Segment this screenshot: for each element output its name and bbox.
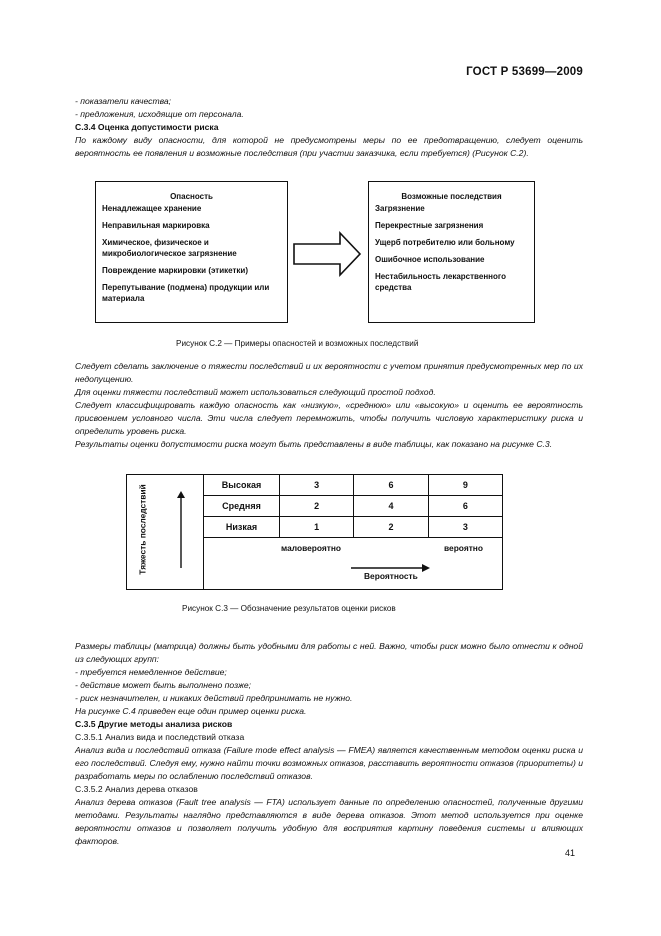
matrix-cell: 6 — [428, 496, 502, 517]
right-arrow-icon — [292, 230, 364, 278]
probability-axis-label: Вероятность — [364, 571, 418, 581]
document-id: ГОСТ Р 53699—2009 — [466, 66, 583, 78]
hazard-box — [95, 181, 288, 323]
consequences-box-title: Возможные последствия — [401, 192, 502, 201]
table-row — [204, 517, 503, 538]
subsection-heading: С.3.5.2 Анализ дерева отказов — [75, 784, 198, 794]
table-row — [204, 475, 503, 496]
subsection-heading: С.3.5.1 Анализ вида и последствий отказа — [75, 732, 245, 742]
matrix-cell: 1 — [280, 517, 354, 538]
matrix-cell: 2 — [280, 496, 354, 517]
row-label: Высокая — [204, 475, 280, 496]
hazard-item: Повреждение маркировки (этикетки) — [102, 266, 248, 275]
paragraph: Результаты оценки допустимости риска могут быть представлены в виде таблицы, как показано на рисунке С.3. — [75, 439, 553, 449]
hazard-box-title: Опасность — [170, 192, 213, 201]
hazard-item: Неправильная маркировка — [102, 221, 210, 230]
probability-high-label: вероятно — [444, 543, 483, 553]
consequence-item: Перекрестные загрязнения — [375, 221, 484, 230]
matrix-cell: 9 — [428, 475, 502, 496]
severity-axis-label: Тяжесть последствий — [137, 484, 148, 575]
row-label: Низкая — [204, 517, 280, 538]
matrix-cell: 4 — [354, 496, 428, 517]
section-heading: С.3.4 Оценка допустимости риска — [75, 122, 219, 132]
list-item: - риск незначителен, и никаких действий предпринимать не нужно. — [75, 693, 353, 703]
probability-low-label: маловероятно — [281, 543, 342, 553]
figure-caption: Рисунок С.3 — Обозначение результатов оценки рисков — [182, 604, 396, 613]
paragraph: Для оценки тяжести последствий может использоваться следующий простой подход. — [75, 387, 436, 397]
matrix-cell: 6 — [354, 475, 428, 496]
list-item: - предложения, исходящие от персонала. — [75, 109, 244, 119]
paragraph: Анализ вида и последствий отказа (Failure mode effect analysis — FMEA) является качественным методом оценки риска и его последствий. Следуя ему, нужно найти точки возможных отказов, расставить вероятности отказов (приоритеты) и разработать меры по ослаблению последствий отказов. — [75, 745, 583, 781]
list-item: - показатели качества; — [75, 96, 172, 106]
paragraph: На рисунке С.4 приведен еще один пример оценки риска. — [75, 706, 307, 716]
hazard-item: Ненадлежащее хранение — [102, 204, 202, 213]
table-row — [204, 496, 503, 517]
consequence-item: Ущерб потребителю или больному — [375, 238, 515, 247]
list-item: - действие может быть выполнено позже; — [75, 680, 252, 690]
risk-matrix — [203, 474, 503, 538]
consequences-box — [368, 181, 535, 323]
figure-caption: Рисунок С.2 — Примеры опасностей и возможных последствий — [176, 339, 419, 348]
up-arrow-icon — [174, 490, 188, 570]
row-label: Средняя — [204, 496, 280, 517]
matrix-cell: 2 — [354, 517, 428, 538]
paragraph: По каждому виду опасности, для которой не предусмотрены меры по ее предотвращению, следует оценить вероятность ее появления и возможные последствия (при участии заказчика, если требуется) (Рисунок С.2). — [75, 135, 583, 158]
matrix-cell: 3 — [428, 517, 502, 538]
paragraph: Анализ дерева отказов (Fault tree analysis — FTA) использует данные по определению опасностей, полученные другими методами. Результаты наглядно представляются в виде дерева отказов. Этот метод используется при оценке вероятности отказов и позволяет получить удобную для восприятия картину поведения системы и влияющих факторов. — [75, 797, 583, 846]
consequence-item: Нестабильность лекарственного средства — [375, 272, 506, 292]
hazard-item: Перепутывание (подмена) продукции или материала — [102, 283, 270, 303]
paragraph: Следует сделать заключение о тяжести последствий и их вероятности с учетом принятия предусмотренных мер по их недопущению. — [75, 361, 583, 384]
consequence-item: Ошибочное использование — [375, 255, 485, 264]
consequence-item: Загрязнение — [375, 204, 425, 213]
page-number: 41 — [564, 848, 575, 858]
paragraph: Следует классифицировать каждую опасность как «низкую», «среднюю» или «высокую» и оценить ее вероятность присвоением условного числа. Эти числа следует перемножить, чтобы получить числовую характеристику риска и определить уровень риска. — [75, 400, 583, 436]
paragraph: Размеры таблицы (матрица) должны быть удобными для работы с ней. Важно, чтобы риск можно было отнести к одной из следующих групп: — [75, 641, 583, 664]
list-item: - требуется немедленное действие; — [75, 667, 227, 677]
matrix-cell: 3 — [280, 475, 354, 496]
section-heading: С.3.5 Другие методы анализа рисков — [75, 719, 233, 729]
hazard-item: Химическое, физическое и микробиологическое загрязнение — [102, 238, 237, 258]
